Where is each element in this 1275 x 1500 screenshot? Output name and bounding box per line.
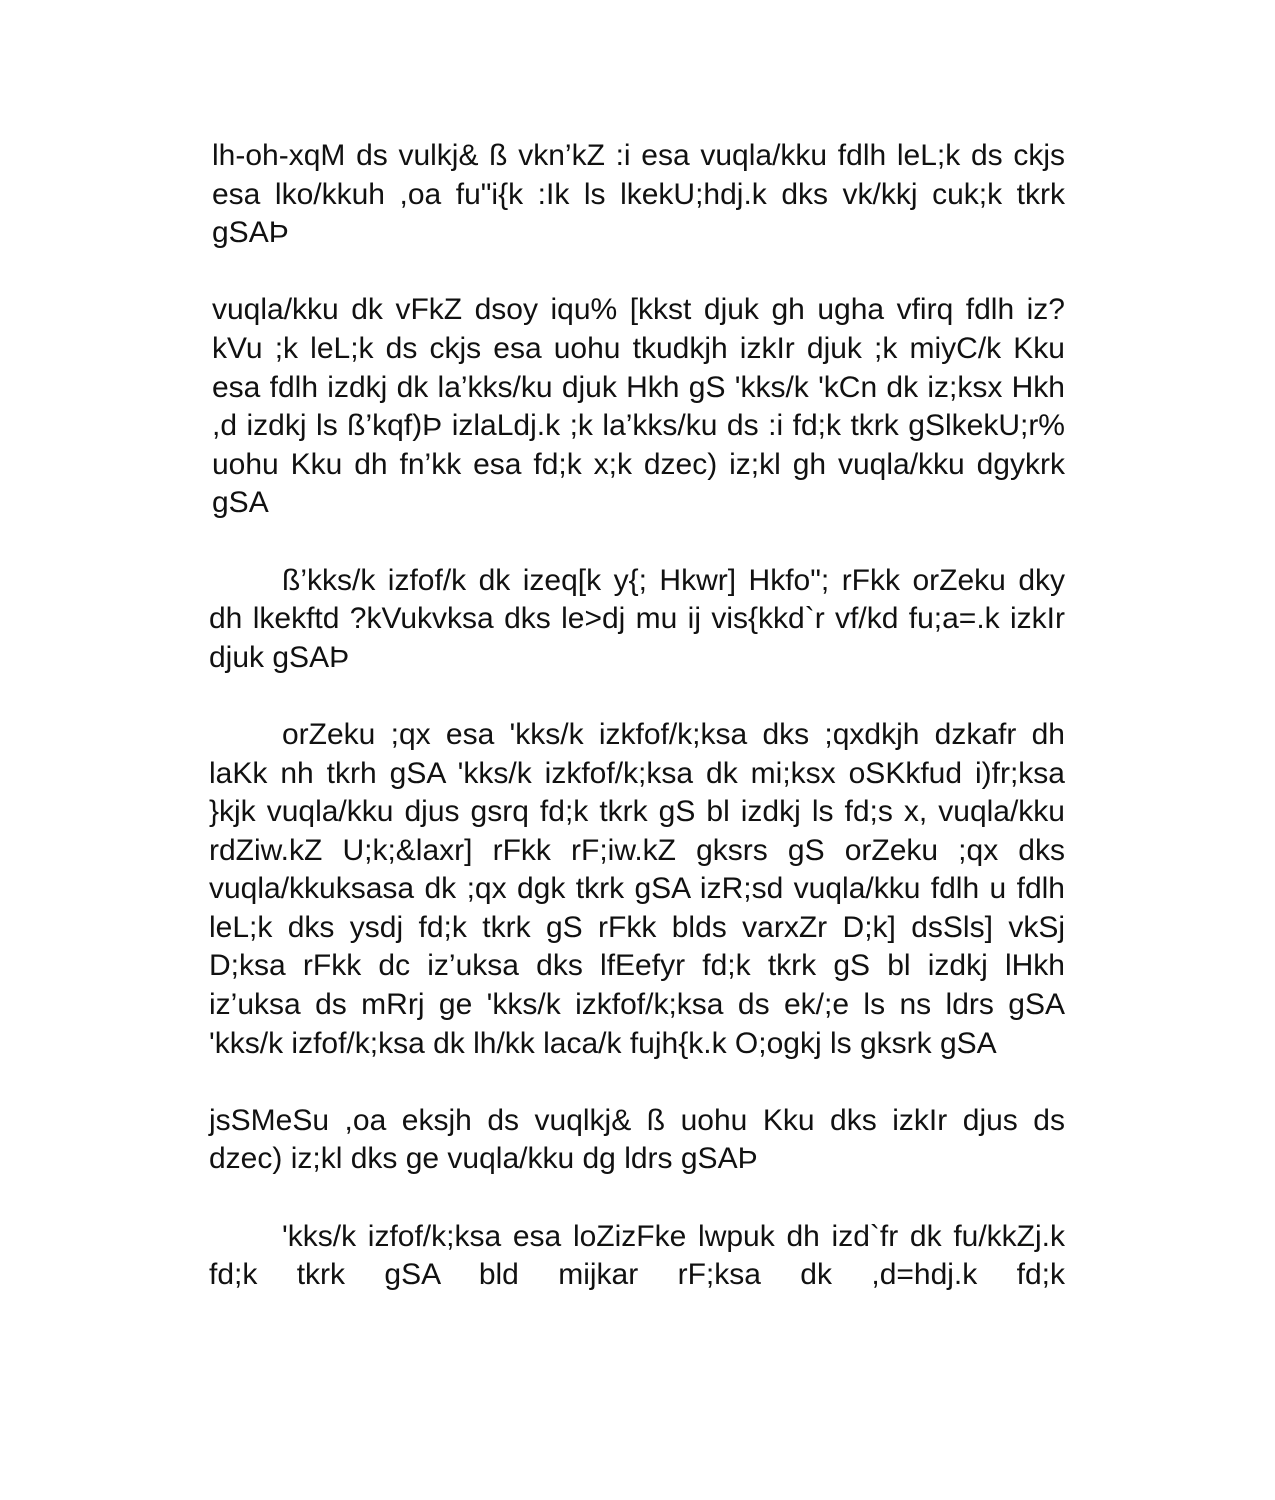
paragraph-3: ß’kks/k izfof/k dk izeq[k y{; Hkwr] Hkfo"; rFkk orZeku dky dh lkekftd ?kVukvksa dks le>dj mu ij vis{kkd`r vf/kd fu;a=.k izkIr djuk gSAÞ (209, 563, 1065, 674)
paragraph-1: lh-oh-xqM ds vulkj& ß vkn’kZ :i esa vuqla/kku fdlh leL;k ds ckjs esa lko/kkuh ,oa fu"i{k :Ik ls lkekU;hdj.k dks vk/kkj cuk;k tkrk gSAÞ (212, 139, 1065, 250)
paragraph-4: orZeku ;qx esa 'kks/k izkfof/k;ksa dks ;qxdkjh dzkafr dh laKk nh tkrh gSA 'kks/k izkfof/k;ksa dk mi;ksx oSKkfud i)fr;ksa }kjk vuqla/kku djus gsrq fd;k tkrk gS bl izdkj ls fd;s x, vuqla/kku rdZiw.kZ U;k;&laxr] rFkk rF;iw.kZ gksrs gS orZeku ;qx dks vuqla/kkuksasa dk ;qx dgk tkrk gSA izR;sd vuqla/kku fdlh u fdlh leL;k dks ysdj fd;k tkrk gS rFkk blds varxZr D;k] dsSls] vkSj D;ksa rFkk dc iz’uksa dks lfEefyr fd;k tkrk gS bl izdkj lHkh iz’uksa ds mRrj ge 'kks/k izkfof/k;ksa ds ek/;e ls ns ldrs gSA 'kks/k izfof/k;ksa dk lh/kk laca/k fujh{k.k O;ogkj ls gksrk gSA (209, 717, 1065, 1060)
paragraph-5: jsSMeSu ,oa eksjh ds vuqlkj& ß uohu Kku dks izkIr djus ds dzec) iz;kl dks ge vuqla/kku dg ldrs gSAÞ (209, 1103, 1065, 1176)
paragraph-2: vuqla/kku dk vFkZ dsoy iqu% [kkst djuk gh ugha vfirq fdlh iz?kVu ;k leL;k ds ckjs esa uohu tkudkjh izkIr djuk ;k miyC/k Kku esa fdlh izdkj dk la’kks/ku djuk Hkh gS 'kks/k 'kCn dk iz;ksx Hkh ,d izdkj ls ß’kqf)Þ izlaLdj.k ;k la’kks/ku ds :i fd;k tkrk gSlkekU;r% uohu Kku dh fn’kk esa fd;k x;k dzec) iz;kl gh vuqla/kku dgykrk gSA (212, 293, 1065, 520)
document-body (209, 137, 1065, 1333)
paragraph-6: 'kks/k izfof/k;ksa esa loZizFke lwpuk dh izd`fr dk fu/kkZj.k fd;k tkrk gSA bld mijkar rF;ksa dk ,d=hdj.k fd;k (209, 1219, 1065, 1292)
